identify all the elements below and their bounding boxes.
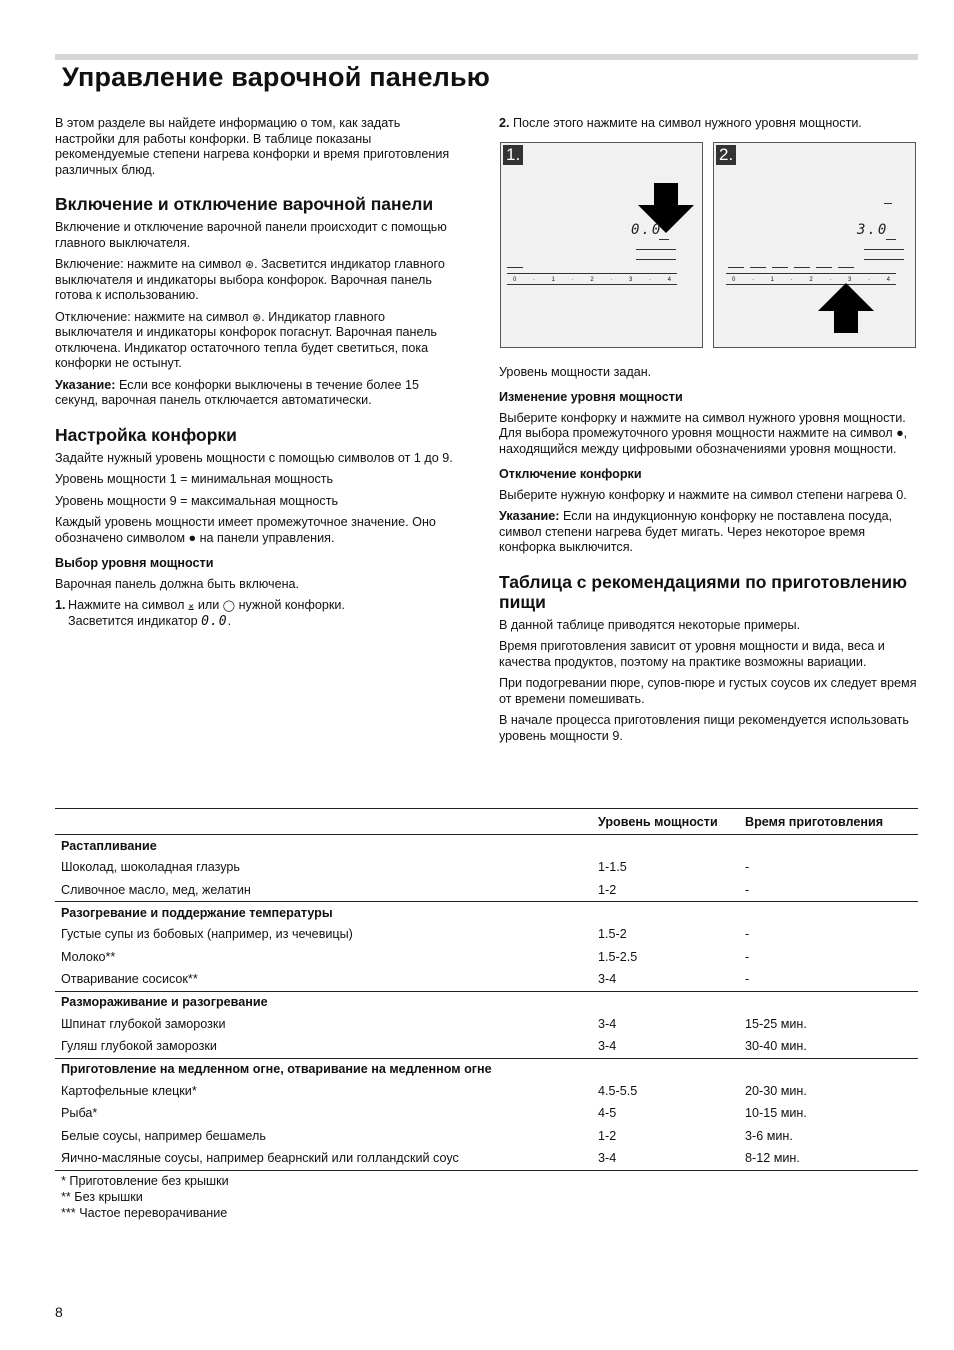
table-row [55,1147,918,1170]
onoff-off-b: . Индикатор главного выключателя и индикаторы конфорок погаснут. Варочная панель отключена. Индикатор остаточного тепла будет светиться, пока конфорки не остынут. [55,309,437,370]
step-2 [499,116,917,132]
change-b: , находящийся между цифровыми обозначениями уровня мощности. [499,426,908,456]
cell-time: - [745,882,750,897]
off-text: Выберите нужную конфорку и нажмите на символ степени нагрева 0. [499,487,907,502]
dot-icon: ● [188,530,197,545]
cell-power: 4-5 [598,1106,617,1121]
cell-power: 3-4 [598,1039,617,1054]
scale-label[interactable]: · [752,276,754,283]
cooking-table [55,808,918,1171]
cell-time: 10-15 мин. [745,1106,807,1121]
table-category-row [55,835,918,857]
cell-name: Белые соусы, например бешамель [61,1128,266,1143]
dot-icon: ● [896,426,904,440]
step-2-text: После этого нажмите на символ нужного уровня мощности. [513,116,862,130]
cell-time: 30-40 мин. [745,1039,807,1054]
table-row [55,968,918,991]
setup-text-1: Задайте нужный уровень мощности с помощью символов от 1 до 9. [55,450,453,465]
table-text-1: В данной таблице приводятся некоторые примеры. [499,617,801,632]
cell-name: Рыба* [61,1106,98,1121]
cell-power: 1-2 [598,882,617,897]
intro-text: В этом разделе вы найдете информацию о том, как задать настройки для работы конфорки. В таблице показаны рекомендуемые степени нагрева конфорки и время приготовления различных блюд. [55,116,450,177]
table-row [55,856,918,879]
figure-2-label: 2. [716,145,736,165]
cell-time: - [745,972,750,987]
cell-name: Яично-масляные соусы, например беарнский или голландский соус [55,1147,592,1170]
col-power: Уровень мощности [592,809,739,835]
scale-label[interactable]: 4 [886,276,890,283]
table-text-4: В начале процесса приготовления пищи рекомендуется использовать уровень мощности 9. [499,713,909,743]
note-auto-off [55,378,460,409]
scale-label[interactable]: 1 [551,276,555,283]
setup-text-4 [55,515,460,546]
figure-1 [500,142,703,348]
indicator-line [659,239,669,240]
cell-time: 3-6 мин. [745,1128,793,1143]
onoff-on-b: . Засветится индикатор главного выключателя и индикаторы выбора конфорок. Варочная панель готова к использованию. [55,257,445,302]
indicator-line [864,259,904,260]
indicator-line [728,267,858,268]
col-time: Время приготовления [739,809,918,835]
scale-label[interactable]: · [648,276,651,283]
scale-label[interactable]: 4 [667,276,671,283]
table-row [55,879,918,902]
cell-power: 1.5-2.5 [598,949,638,964]
cell-time: - [745,949,750,964]
cell-time: 8-12 мин. [739,1147,918,1170]
table-header [55,809,918,835]
step-1-number: 1. [55,598,66,612]
table-category-row [55,1058,918,1080]
figure-caption: Уровень мощности задан. [499,364,652,379]
indicator-line [886,239,896,240]
category-label: Растапливание [55,835,918,857]
step-1-b: или [194,598,223,612]
cell-power: 3-4 [592,1147,739,1170]
cell-time: 20-30 мин. [745,1083,807,1098]
figure-2-display: 3.0 [857,221,889,238]
note-label: Указание: [499,509,560,523]
heading-change: Изменение уровня мощности [499,390,683,404]
setup-text-2: Уровень мощности 1 = минимальная мощность [55,472,334,486]
footnote: ** Без крышки [61,1190,143,1204]
cell-name: Картофельные клецки* [61,1083,197,1098]
right-column [499,116,917,750]
indicator-line [884,203,892,204]
select-text: Варочная панель должна быть включена. [55,576,300,591]
cell-name: Сливочное масло, мед, желатин [61,882,251,897]
table-row [55,946,918,969]
category-label: Размораживание и разогревание [55,991,918,1013]
ring-icon: ◯ [222,599,236,612]
table-text-3: При подогревании пюре, супов-пюре и густых соусов их следует время от времени помешивать. [499,676,917,706]
scale-label[interactable]: 3 [628,276,633,283]
display-indicator-icon: 0.0 [201,613,228,629]
indicator-line [507,267,523,268]
figure-1-display: 0.0 [631,221,663,238]
setup-4a: Каждый уровень мощности имеет промежуточное значение. Оно обозначено символом [55,515,436,545]
scale-label[interactable]: · [867,276,870,283]
step-1-d: Засветится индикатор [68,613,202,628]
note-induction [499,509,917,556]
scale-label[interactable]: · [610,276,613,283]
onoff-text-1: Включение и отключение варочной панели происходит с помощью главного выключателя. [55,220,447,250]
heading-setup: Настройка конфорки [55,424,237,445]
cell-name: Густые супы из бобовых (например, из чечевицы) [61,927,353,942]
onoff-text-3 [55,310,460,372]
figure-1-label: 1. [503,145,523,165]
scale-label[interactable]: 1 [770,276,774,283]
cell-time: - [745,860,750,875]
arrow-up-icon [816,283,876,335]
left-column [55,116,460,635]
category-label: Приготовление на медленном огне, отваривание на медленном огне [55,1058,918,1080]
table-text-2: Время приготовления зависит от уровня мощности и вида, веса и качества продуктов, поэтому на практике возможны вариации. [499,639,885,669]
category-label: Разогревание и поддержание температуры [55,902,918,924]
footnote: *** Частое переворачивание [61,1206,228,1220]
table-row [55,1035,918,1058]
cell-power: 3-4 [598,972,617,987]
indicator-line [636,259,676,260]
cell-name: Шоколад, шоколадная глазурь [61,860,240,875]
scale-label[interactable]: 2 [590,276,594,283]
scale-label[interactable]: 0 [513,276,517,283]
scale-label[interactable]: · [790,276,793,283]
header-rule [55,54,918,60]
figure-2 [713,142,916,348]
note-text: Если на индукционную конфорку не поставлена посуда, символ степени нагрева будет мигать. Через некоторое время конфорка выключится. [499,509,893,554]
cell-name: Гуляш глубокой заморозки [61,1039,217,1054]
setup-text-3: Уровень мощности 9 = максимальная мощность [55,493,339,508]
step-1 [55,598,460,629]
power-scale-1 [507,273,677,285]
underline-dot-icon: ⨱ [187,599,195,612]
step-2-number: 2. [499,116,510,130]
table-row [55,1013,918,1036]
scale-label[interactable]: · [571,276,574,283]
table-row [55,923,918,946]
onoff-off-a: Отключение: нажмите на символ [55,309,249,324]
heading-onoff: Включение и отключение варочной панели [55,194,434,214]
scale-label[interactable]: · [533,276,535,283]
cell-name: Шпинат глубокой заморозки [61,1016,226,1031]
heading-select: Выбор уровня мощности [55,556,214,570]
cell-time: - [745,927,750,942]
step-1-e: . [227,613,232,628]
cell-time: 15-25 мин. [745,1016,807,1031]
page-number: 8 [55,1304,63,1320]
setup-4b: на панели управления. [196,530,335,545]
table-category-row [55,991,918,1013]
cell-power: 1-2 [598,1128,617,1143]
heading-table: Таблица с рекомендациями по приготовлению пищи [499,571,908,612]
heading-off: Отключение конфорки [499,467,642,481]
cell-power: 1.5-2 [598,927,627,942]
step-1-c: нужной конфорки. [235,598,345,612]
note-label: Указание: [55,377,116,392]
cell-power: 3-4 [598,1016,617,1031]
cell-power: 1-1.5 [598,860,627,875]
figures [499,142,917,357]
indicator-line [636,249,676,250]
cell-name: Отваривание сосисок** [61,972,198,987]
onoff-text-2 [55,257,460,304]
scale-label[interactable]: · [829,276,832,283]
col-dish [55,809,592,835]
indicator-line [864,249,904,250]
table-category-row [55,902,918,924]
page-title: Управление варочной панелью [62,62,491,92]
onoff-on-a: Включение: нажмите на символ [55,257,242,271]
cell-name: Молоко** [61,949,116,964]
footnotes [61,1173,229,1221]
power-icon: ⊛ [252,310,262,324]
power-icon: ⊛ [244,258,255,271]
change-text [499,411,917,458]
table-row [55,1125,918,1148]
change-a: Выберите конфорку и нажмите на символ нужного уровня мощности. Для выбора промежуточного уровня мощности нажмите на символ [499,410,906,440]
scale-label[interactable]: 0 [732,276,736,283]
scale-label[interactable]: 3 [847,276,852,283]
table-row [55,1080,918,1103]
cell-power: 4.5-5.5 [598,1083,638,1098]
table-row [55,1102,918,1125]
table-body [55,835,918,1171]
scale-label[interactable]: 2 [809,276,813,283]
footnote: * Приготовление без крышки [61,1174,229,1188]
note-text: Если все конфорки выключены в течение более 15 секунд, варочная панель отключается автоматически. [55,377,420,407]
step-1-a: Нажмите на символ [68,598,185,612]
